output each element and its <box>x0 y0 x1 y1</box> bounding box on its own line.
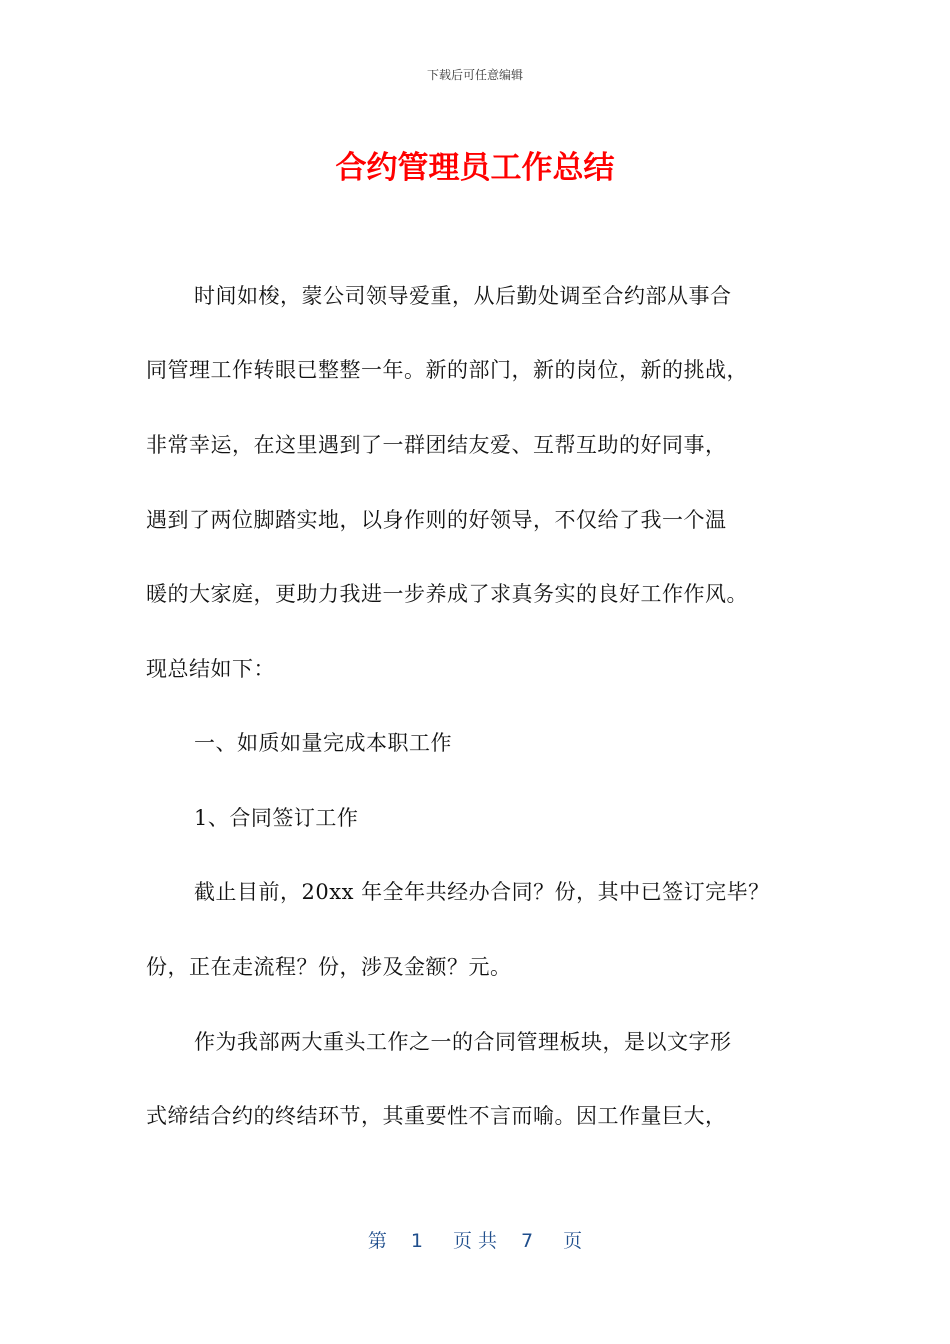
page-footer <box>0 1226 950 1253</box>
paragraph-line: 非常幸运，在这里遇到了一群团结友爱、互帮互助的好同事， <box>146 433 727 457</box>
paragraph-line: 遇到了两位脚踏实地，以身作则的好领导，不仅给了我一个温 <box>146 508 727 532</box>
footer-suffix: 页 <box>563 1230 583 1252</box>
paragraph-line: 现总结如下： <box>146 657 275 681</box>
footer-page-total: 7 <box>521 1230 534 1252</box>
footer-mid: 页 共 <box>452 1230 498 1252</box>
paragraph-line: 同管理工作转眼已整整一年。新的部门，新的岗位，新的挑战， <box>146 358 748 382</box>
footer-page-number: 1 <box>410 1230 423 1252</box>
paragraph-line: 时间如梭，蒙公司领导爱重，从后勤处调至合约部从事合 <box>194 284 732 308</box>
paragraph-line: 式缔结合约的终结环节，其重要性不言而喻。因工作量巨大， <box>146 1104 727 1128</box>
paragraph-line: 截止目前，20xx 年全年共经办合同？份，其中已签订完毕？ <box>194 880 770 904</box>
paragraph-line: 作为我部两大重头工作之一的合同管理板块，是以文字形 <box>194 1030 732 1054</box>
section-heading: 一、如质如量完成本职工作 <box>194 731 452 755</box>
paragraph-line: 暖的大家庭，更助力我进一步养成了求真务实的良好工作作风。 <box>146 582 748 606</box>
paragraph-line: 份，正在走流程？份，涉及金额？元。 <box>146 955 512 979</box>
subsection-heading: 1、合同签订工作 <box>194 806 359 830</box>
header-note: 下载后可任意编辑 <box>426 68 523 82</box>
document-title: 合约管理员工作总结 <box>335 150 615 186</box>
footer-prefix: 第 <box>367 1230 387 1252</box>
